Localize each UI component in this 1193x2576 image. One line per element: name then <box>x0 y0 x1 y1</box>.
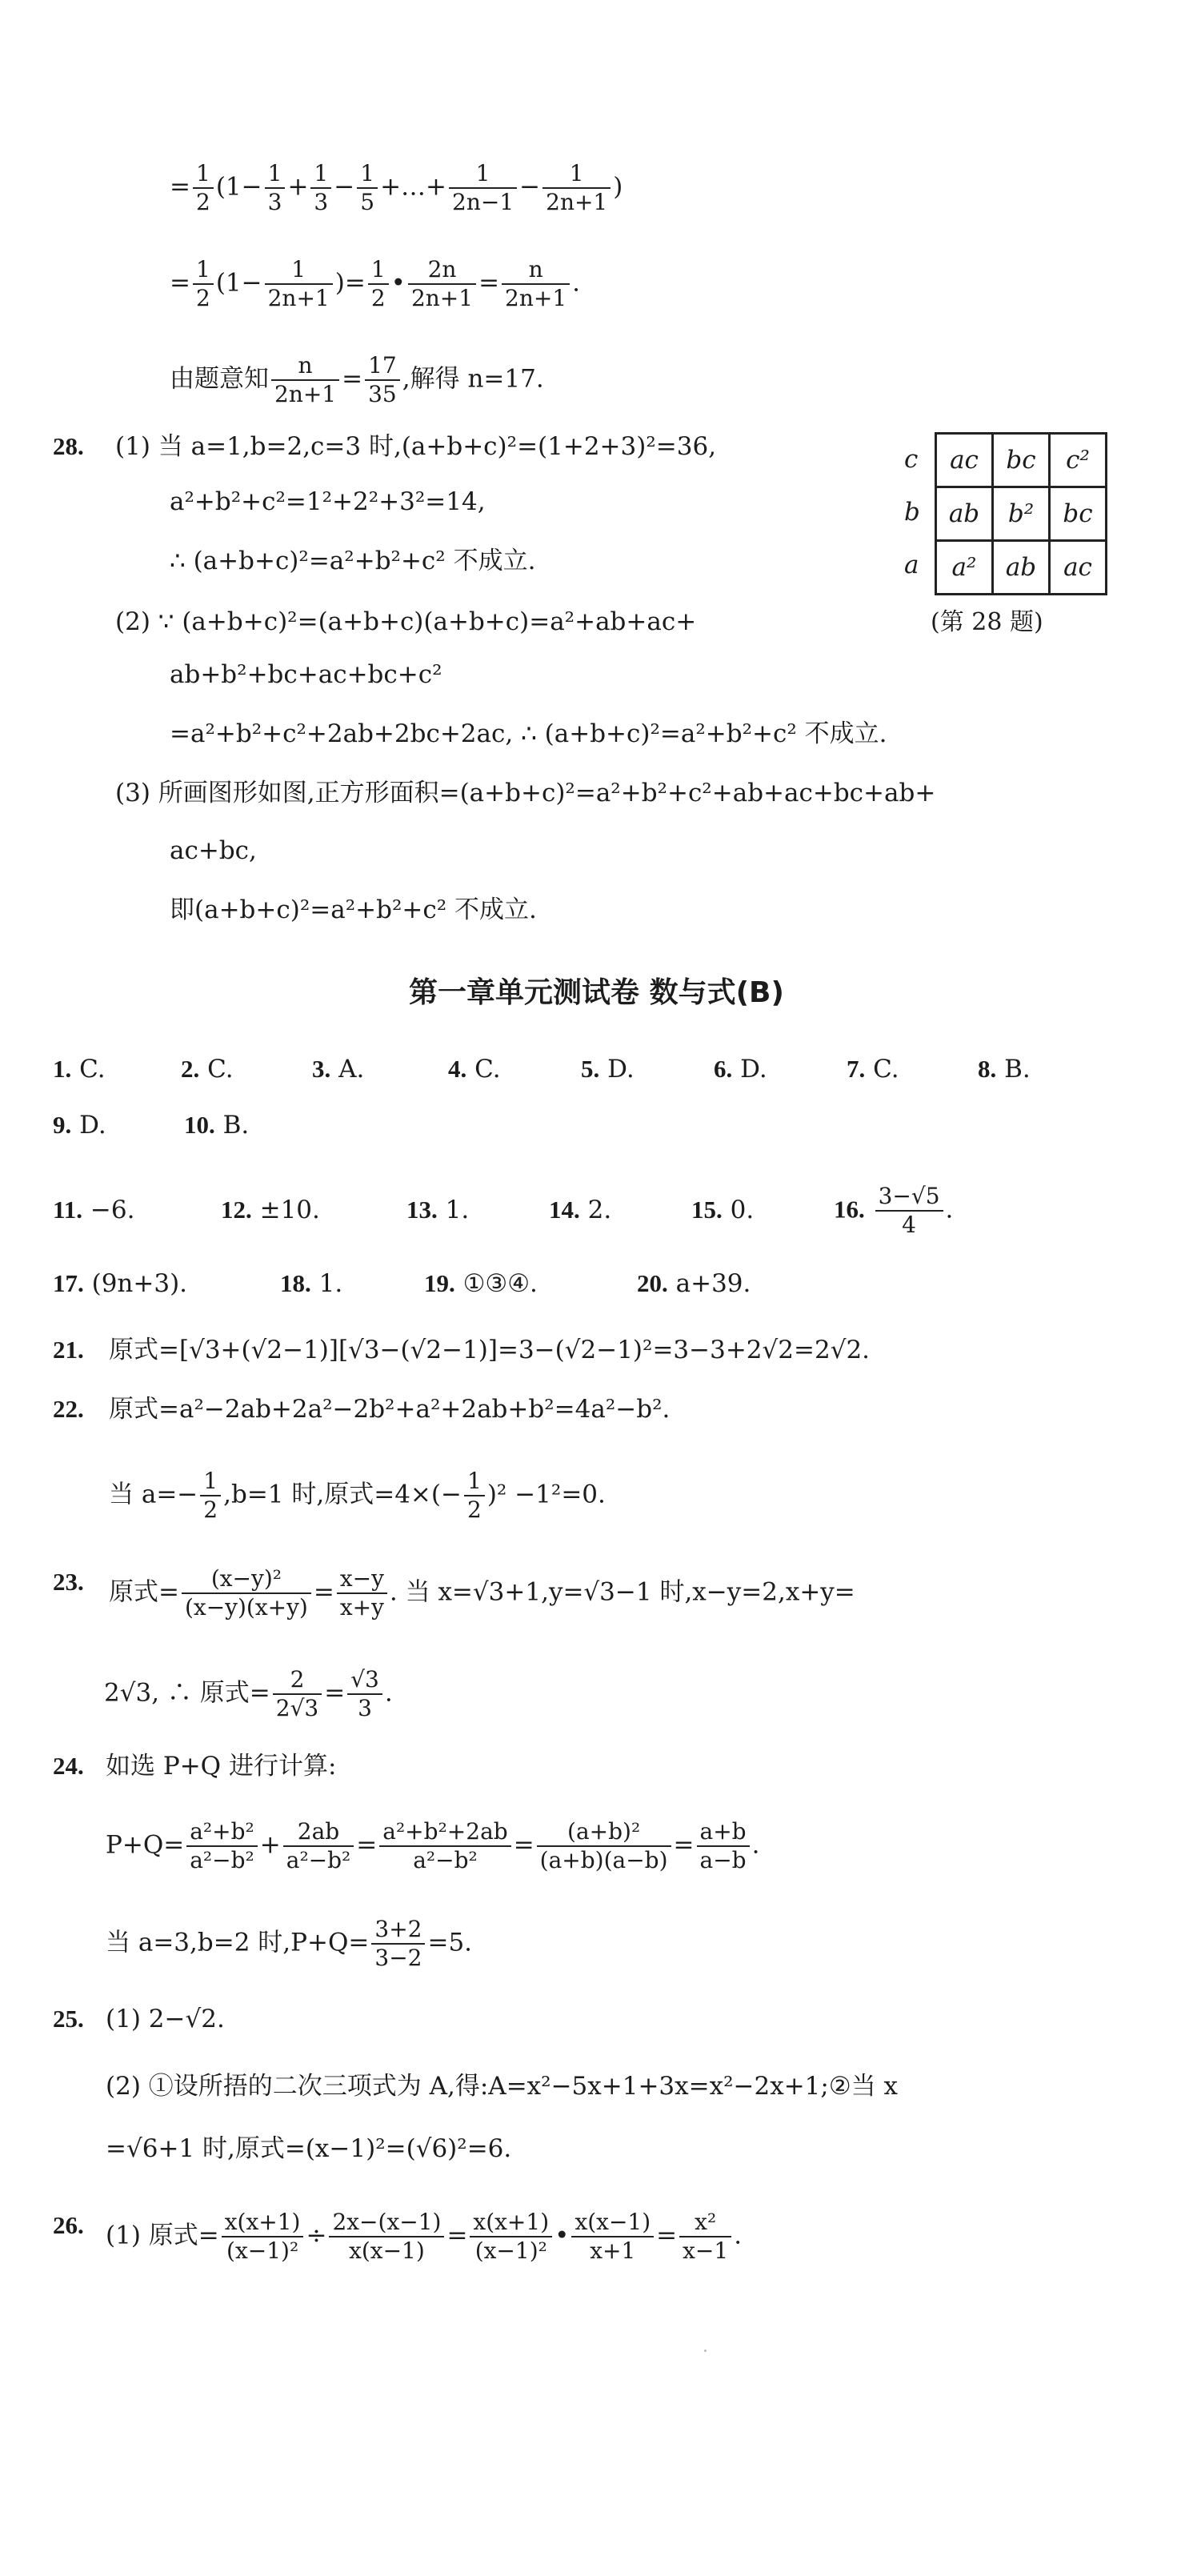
q23-line-1: 原式= $\frac{\text{(x−y)²}}{(x-y)(x+y)}$ = $\frac{x-y}{x+y}$ . 当 x=√3+1,y=√3−1 时,x−y=2,x+y= <box>109 1565 855 1621</box>
row-label-b: b <box>904 498 920 527</box>
q28-line-7: (3) 所画图形如图,正方形面积=(a+b+c)²=a²+b²+c²+ab+ac+bc+ab+ <box>115 779 936 807</box>
q28-line-4: (2) ∵ (a+b+c)²=(a+b+c)(a+b+c)=a²+ab+ac+ <box>115 607 697 636</box>
q24-number: 24. <box>53 1752 84 1780</box>
q22-line-2: 当 a=− $\frac{1}{2}$ ,b=1 时,原式=4×(− $\frac{1}{2}$ )² −1²=0. <box>109 1468 606 1523</box>
q25-number: 25. <box>53 2005 84 2033</box>
answer-4: 4. C. <box>448 1055 501 1084</box>
q24-line-2: P+Q= $\frac{\text{a²+b²}}{\text{a²−b²}}$ + $\frac{2ab}{\text{a²−b²}}$ = $\frac{\text{a²+b²+2ab}}{\text{a²−b²}}$ = $\frac{\text{(a+b)²}}{(a+b)(a-b)}$ = $\frac{a+b}{a-b}$ . <box>106 1818 760 1873</box>
answer-14: 14. 2. <box>549 1196 612 1224</box>
answer-10: 10. B. <box>184 1111 250 1140</box>
answer-1: 1. C. <box>53 1055 106 1084</box>
q24-line-3: 当 a=3,b=2 时,P+Q= $\frac{3+2}{3-2}$ =5. <box>106 1916 473 1971</box>
section-title: 第一章单元测试卷 数与式(B) <box>409 976 784 1009</box>
answer-8: 8. B. <box>978 1055 1031 1084</box>
q26-line-1: (1) 原式= $\frac{x(x+1)}{\text{(x−1)²}}$ ÷ $\frac{2x-(x-1)}{x(x-1)}$ = $\frac{x(x+1)}{\text{(x−1)²}}$ • $\frac{x(x-1)}{x+1}$ = $\frac{\text{x²}}{x-1}$ . <box>106 2209 743 2264</box>
q25-line-2: (2) ①设所捂的二次三项式为 A,得:A=x²−5x+1+3x=x²−2x+1;②当 x <box>106 2072 898 2101</box>
answer-19: 19. ①③④. <box>424 1269 538 1298</box>
q28-line-3: ∴ (a+b+c)²=a²+b²+c² 不成立. <box>170 547 536 575</box>
area-grid-figure <box>935 432 1107 595</box>
answer-9: 9. D. <box>53 1111 106 1140</box>
answer-3: 3. A. <box>312 1055 365 1084</box>
q25-line-3: =√6+1 时,原式=(x−1)²=(√6)²=6. <box>106 2134 512 2163</box>
grid-cell: bc <box>993 434 1050 487</box>
grid-cell: ab <box>993 541 1050 595</box>
answer-13: 13. 1. <box>406 1196 470 1224</box>
grid-cell: c² <box>1050 434 1107 487</box>
q21-number: 21. <box>53 1336 84 1364</box>
q27-line-3: 由题意知 $\frac{n}{2n+1}$ = $\frac{17}{35}$ ,解得 n=17. <box>170 352 544 407</box>
q22-line-1: 原式=a²−2ab+2a²−2b²+a²+2ab+b²=4a²−b². <box>109 1395 671 1424</box>
answer-20: 20. a+39. <box>637 1269 751 1298</box>
grid-cell: ac <box>1050 541 1107 595</box>
answer-11: 11. −6. <box>53 1196 135 1224</box>
q27-line-2: = $\frac{1}{2}$ (1− $\frac{1}{2n+1}$ )= $\frac{1}{2}$ • $\frac{2n}{2n+1}$ = $\frac{n}{2n+1}$ . <box>170 256 581 311</box>
q24-line-1: 如选 P+Q 进行计算: <box>106 1752 337 1781</box>
grid-cell: b² <box>993 487 1050 541</box>
q21-text: 原式=[√3+(√2−1)][√3−(√2−1)]=3−(√2−1)²=3−3+2√2=2√2. <box>109 1336 871 1364</box>
grid-cell: a² <box>936 541 993 595</box>
q28-number: 28. <box>53 432 84 460</box>
answer-16: 16. $\frac{3-√5}{4}$ . <box>834 1183 954 1238</box>
q28-line-5: ab+b²+bc+ac+bc+c² <box>170 660 442 689</box>
answer-12: 12. ±10. <box>221 1196 320 1224</box>
grid-cell: ac <box>936 434 993 487</box>
q27-line-1: = $\frac{1}{2}$ (1− $\frac{1}{3}$ + $\frac{1}{3}$ − $\frac{1}{5}$ +…+ $\frac{1}{2n-1}$ − $\frac{1}{2n+1}$ ) <box>170 160 623 215</box>
scan-speck <box>704 2350 707 2352</box>
q28-line-6: =a²+b²+c²+2ab+2bc+2ac, ∴ (a+b+c)²=a²+b²+c² 不成立. <box>170 719 887 748</box>
q28-line-9: 即(a+b+c)²=a²+b²+c² 不成立. <box>170 895 537 924</box>
grid-cell: ab <box>936 487 993 541</box>
answer-7: 7. C. <box>847 1055 899 1084</box>
q28-line-2: a²+b²+c²=1²+2²+3²=14, <box>170 487 486 516</box>
q23-line-2: 2√3, ∴ 原式= $\frac{2}{2√3}$ = $\frac{√3}{3}$ . <box>104 1666 393 1721</box>
grid-cell: bc <box>1050 487 1107 541</box>
figure-caption: (第 28 题) <box>931 608 1043 636</box>
q25-line-1: (1) 2−√2. <box>106 2005 225 2033</box>
answer-6: 6. D. <box>714 1055 767 1084</box>
q23-number: 23. <box>53 1568 84 1596</box>
row-label-a: a <box>904 551 919 579</box>
answer-2: 2. C. <box>181 1055 234 1084</box>
q22-number: 22. <box>53 1395 84 1423</box>
answer-17: 17. (9n+3). <box>53 1269 188 1298</box>
row-label-c: c <box>904 445 919 474</box>
answer-15: 15. 0. <box>691 1196 755 1224</box>
q28-line-1: (1) 当 a=1,b=2,c=3 时,(a+b+c)²=(1+2+3)²=36, <box>115 432 717 461</box>
q28-line-8: ac+bc, <box>170 836 257 865</box>
q26-number: 26. <box>53 2211 84 2239</box>
answer-18: 18. 1. <box>280 1269 343 1298</box>
answer-5: 5. D. <box>581 1055 635 1084</box>
